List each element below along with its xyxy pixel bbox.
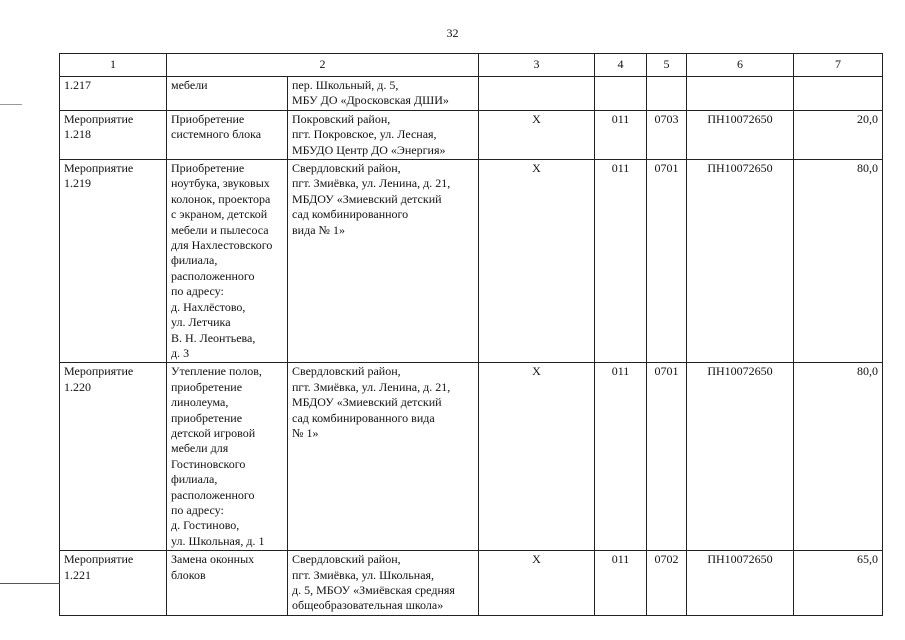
header-col-3: 3 bbox=[479, 54, 595, 77]
measure-name-cell: Приобретение системного блока bbox=[167, 110, 288, 159]
col7-cell: 80,0 bbox=[794, 160, 883, 363]
measure-cell: 1.217 bbox=[60, 77, 167, 111]
col7-cell: 65,0 bbox=[794, 551, 883, 616]
col7-cell bbox=[794, 77, 883, 111]
address-cell: Покровский район, пгт. Покровское, ул. Лесная, МБУДО Центр ДО «Энергия» bbox=[288, 110, 479, 159]
table-row bbox=[60, 160, 883, 363]
col6-cell: ПН10072650 bbox=[687, 363, 794, 551]
col3-cell: Х bbox=[479, 363, 595, 551]
header-col-7: 7 bbox=[794, 54, 883, 77]
address-cell: Свердловский район, пгт. Змиёвка, ул. Ленина, д. 21, МБДОУ «Змиевский детский сад комбинированного вида № 1» bbox=[288, 160, 479, 363]
address-cell: Свердловский район, пгт. Змиёвка, ул. Ленина, д. 21, МБДОУ «Змиевский детский сад комбинированного вида № 1» bbox=[288, 363, 479, 551]
header-col-5: 5 bbox=[647, 54, 687, 77]
table-row bbox=[60, 551, 883, 616]
address-cell: пер. Школьный, д. 5, МБУ ДО «Дросковская ДШИ» bbox=[288, 77, 479, 111]
col5-cell: 0703 bbox=[647, 110, 687, 159]
col4-cell: 011 bbox=[595, 110, 647, 159]
col3-cell: Х bbox=[479, 110, 595, 159]
col3-cell: Х bbox=[479, 160, 595, 363]
col5-cell: 0702 bbox=[647, 551, 687, 616]
table-row bbox=[60, 363, 883, 551]
budget-measures-table bbox=[59, 53, 883, 616]
col3-cell bbox=[479, 77, 595, 111]
measure-name-cell: мебели bbox=[167, 77, 288, 111]
col5-cell bbox=[647, 77, 687, 111]
scan-margin-line bbox=[0, 583, 60, 584]
col3-cell: Х bbox=[479, 551, 595, 616]
col6-cell bbox=[687, 77, 794, 111]
col5-cell: 0701 bbox=[647, 363, 687, 551]
table-row bbox=[60, 77, 883, 111]
measure-cell: Мероприятие 1.218 bbox=[60, 110, 167, 159]
col6-cell: ПН10072650 bbox=[687, 551, 794, 616]
table-header-row bbox=[60, 54, 883, 77]
col4-cell: 011 bbox=[595, 551, 647, 616]
col7-cell: 20,0 bbox=[794, 110, 883, 159]
address-cell: Свердловский район, пгт. Змиёвка, ул. Школьная, д. 5, МБОУ «Змиёвская средняя общеобразовательная школа» bbox=[288, 551, 479, 616]
measure-name-cell: Замена оконных блоков bbox=[167, 551, 288, 616]
col7-cell: 80,0 bbox=[794, 363, 883, 551]
col4-cell bbox=[595, 77, 647, 111]
col4-cell: 011 bbox=[595, 363, 647, 551]
header-col-2: 2 bbox=[167, 54, 479, 77]
measure-name-cell: Приобретение ноутбука, звуковых колонок, проектора с экраном, детской мебели и пылесоса для Нахлестовского филиала, расположенного по адресу: д. Нахлёстово, ул. Летчика В. Н. Леонтьева, д. 3 bbox=[167, 160, 288, 363]
header-col-6: 6 bbox=[687, 54, 794, 77]
header-col-4: 4 bbox=[595, 54, 647, 77]
col6-cell: ПН10072650 bbox=[687, 160, 794, 363]
col6-cell: ПН10072650 bbox=[687, 110, 794, 159]
header-col-1: 1 bbox=[60, 54, 167, 77]
col4-cell: 011 bbox=[595, 160, 647, 363]
table-row bbox=[60, 110, 883, 159]
scan-margin-line bbox=[0, 104, 22, 105]
measure-cell: Мероприятие 1.221 bbox=[60, 551, 167, 616]
measure-cell: Мероприятие 1.220 bbox=[60, 363, 167, 551]
page-number: 32 bbox=[446, 26, 459, 40]
measure-cell: Мероприятие 1.219 bbox=[60, 160, 167, 363]
col5-cell: 0701 bbox=[647, 160, 687, 363]
measure-name-cell: Утепление полов, приобретение линолеума, приобретение детской игровой мебели для Гостиновского филиала, расположенного по адресу: д. Гостиново, ул. Школьная, д. 1 bbox=[167, 363, 288, 551]
